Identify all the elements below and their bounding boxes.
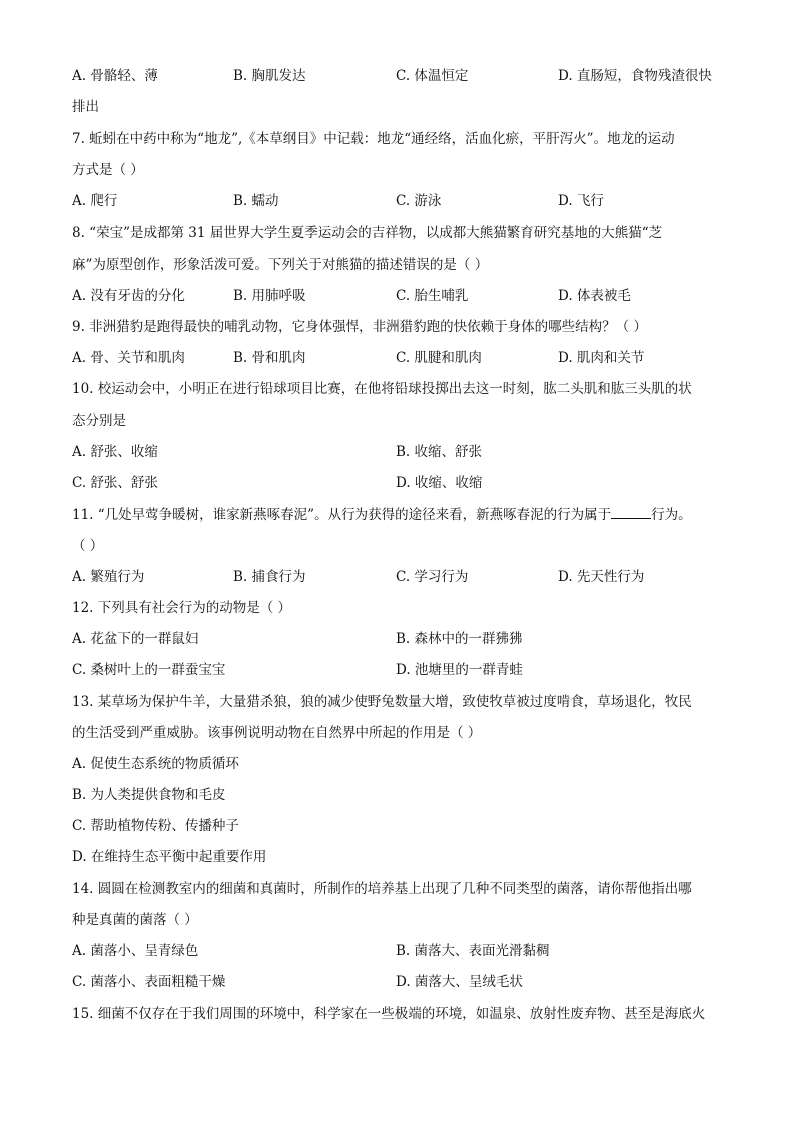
q9-option-b: B. 骨和肌肉 bbox=[233, 350, 306, 366]
q10-stem-line1: 10. 校运动会中，小明正在进行铅球项目比赛，在他将铅球投掷出去这一时刻，肱二头肌和肱三头肌的状 bbox=[72, 381, 692, 397]
q14-option-c: C. 菌落小、表面粗糙干燥 bbox=[72, 974, 226, 990]
q7-option-b: B. 蠕动 bbox=[233, 193, 279, 209]
q8-option-b: B. 用肺呼吸 bbox=[233, 288, 306, 304]
q7-option-c: C. 游泳 bbox=[396, 193, 442, 209]
q11-option-c: C. 学习行为 bbox=[396, 569, 469, 585]
q6-option-d: D. 直肠短，食物残渣很快 bbox=[558, 68, 712, 84]
q8-option-d: D. 体表被毛 bbox=[558, 288, 631, 304]
q11-option-b: B. 捕食行为 bbox=[233, 569, 306, 585]
q7-stem-line1: 7. 蚯蚓在中药中称为“地龙”,《本草纲目》中记载：地龙“通经络，活血化瘀，平肝泻火”。地龙的运动 bbox=[72, 131, 675, 147]
q8-option-a: A. 没有牙齿的分化 bbox=[72, 288, 185, 304]
q9-stem-line1: 9. 非洲猎豹是跑得最快的哺乳动物，它身体强悍，非洲猎豹跑的快依赖于身体的哪些结构？（ ） bbox=[72, 319, 647, 335]
q9-option-d: D. 肌肉和关节 bbox=[558, 350, 645, 366]
q15-stem-line1: 15. 细菌不仅存在于我们周围的环境中，科学家在一些极端的环境，如温泉、放射性废弃物、甚至是海底火 bbox=[72, 1006, 706, 1022]
q10-option-d: D. 收缩、收缩 bbox=[396, 475, 483, 491]
q14-stem-line2: 种是真菌的菌落（ ） bbox=[72, 912, 198, 928]
q10-option-b: B. 收缩、舒张 bbox=[396, 444, 483, 460]
q8-stem-line2: 麻”为原型创作，形象活泼可爱。下列关于对熊猫的描述错误的是（ ） bbox=[72, 257, 489, 273]
q11-stem-line1 bbox=[72, 505, 692, 525]
q12-stem-line1: 12. 下列具有社会行为的动物是（ ） bbox=[72, 600, 292, 616]
q7-option-a: A. 爬行 bbox=[72, 193, 118, 209]
q14-stem-line1: 14. 圆圆在检测教室内的细菌和真菌时，所制作的培养基上出现了几种不同类型的菌落，请你帮他指出哪 bbox=[72, 881, 692, 897]
q6-option-a: A. 骨骼轻、薄 bbox=[72, 68, 158, 84]
q11-stem-text: 11. “几处早莺争暖树，谁家新燕啄春泥”。从行为获得的途径来看，新燕啄春泥的行为属于 bbox=[72, 507, 612, 523]
q8-option-c: C. 胎生哺乳 bbox=[396, 288, 469, 304]
q12-option-c: C. 桑树叶上的一群蚕宝宝 bbox=[72, 662, 226, 678]
q8-stem-line1: 8. “荣宝”是成都第 31 届世界大学生夏季运动会的吉祥物，以成都大熊猫繁育研究基地的大熊猫“芝 bbox=[72, 225, 663, 241]
q7-option-d: D. 飞行 bbox=[558, 193, 604, 209]
answer-blank bbox=[611, 505, 651, 519]
q10-stem-line2: 态分别是 bbox=[72, 413, 126, 429]
q12-option-d: D. 池塘里的一群青蛙 bbox=[396, 662, 523, 678]
q9-option-c: C. 肌腱和肌肉 bbox=[396, 350, 482, 366]
q13-stem-line2: 的生活受到严重威胁。该事例说明动物在自然界中所起的作用是（ ） bbox=[72, 725, 482, 741]
q13-option-a: A. 促使生态系统的物质循环 bbox=[72, 756, 239, 772]
q6-option-b: B. 胸肌发达 bbox=[233, 68, 306, 84]
q7-stem-line2: 方式是（ ） bbox=[72, 162, 144, 178]
q6-option-c: C. 体温恒定 bbox=[396, 68, 469, 84]
q11-stem-tail: 行为。 bbox=[651, 507, 692, 523]
q11-stem-line2: （ ） bbox=[72, 538, 104, 554]
q14-option-d: D. 菌落大、呈绒毛状 bbox=[396, 974, 523, 990]
q13-stem-line1: 13. 某草场为保护牛羊，大量猎杀狼，狼的减少使野兔数量大增，致使牧草被过度啃食，草场退化，牧民 bbox=[72, 694, 692, 710]
q10-option-c: C. 舒张、舒张 bbox=[72, 475, 158, 491]
q11-option-a: A. 繁殖行为 bbox=[72, 569, 145, 585]
q6-option-d-continued: 排出 bbox=[72, 99, 99, 115]
q10-option-a: A. 舒张、收缩 bbox=[72, 444, 158, 460]
q9-option-a: A. 骨、关节和肌肉 bbox=[72, 350, 185, 366]
q13-option-c: C. 帮助植物传粉、传播种子 bbox=[72, 818, 239, 834]
q13-option-d: D. 在维持生态平衡中起重要作用 bbox=[72, 849, 267, 865]
q12-option-a: A. 花盆下的一群鼠妇 bbox=[72, 631, 199, 647]
q12-option-b: B. 森林中的一群狒狒 bbox=[396, 631, 523, 647]
q11-option-d: D. 先天性行为 bbox=[558, 569, 645, 585]
q14-option-b: B. 菌落大、表面光滑黏稠 bbox=[396, 943, 550, 959]
q13-option-b: B. 为人类提供食物和毛皮 bbox=[72, 787, 226, 803]
q14-option-a: A. 菌落小、呈青绿色 bbox=[72, 943, 199, 959]
